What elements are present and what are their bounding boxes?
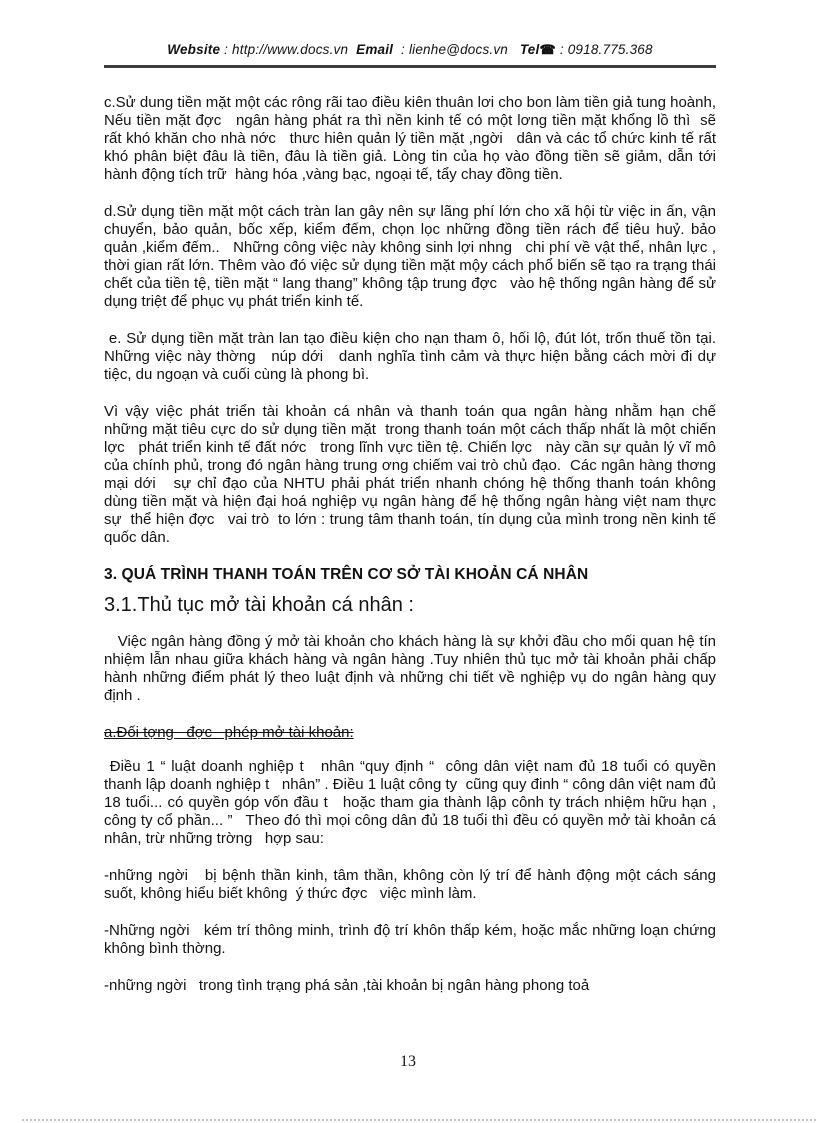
paragraph-c: c.Sử dung tiền mặt một các rông rãi tao điều kiên thuân lơi cho bon làm tiền giả tung hoành, Nếu tiền mặt đợc ngân hàng phát ra thì nền kinh tế có một lơng tiền mặt khổng lồ thì sẽ rất khó khăn cho nhà nớc thưc hiên quản lý tiền mặt ,ngời dân và các tổ chức kinh tế rất khó phân biệt đâu là tiền, đâu là tiền giả. Lòng tin của họ vào đồng tiền sẽ giảm, dẫn tới hành động tích trữ hàng hóa ,vàng bạc, ngoại tế, tẩy chay đồng tiền.: [104, 94, 721, 183]
page-number: 13: [400, 1053, 416, 1070]
item-a-struck-text: a.Đối tợng đợc phép mở tài khoản:: [104, 724, 354, 741]
page-edge-dotted-line: [22, 1119, 816, 1121]
header-tel-value: : 0918.775.368: [555, 42, 653, 57]
header-website-value: : http://www.docs.vn: [220, 42, 357, 57]
section-heading-3-1: 3.1.Thủ tục mở tài khoản cá nhân :: [104, 594, 414, 616]
header-tel-label: Tel: [519, 42, 540, 57]
header-website-label: Website: [167, 42, 221, 57]
paragraph-dieu-1: Điều 1 “ luật doanh nghiệp t nhân “quy định “ công dân việt nam đủ 18 tuổi có quyền thanh lập doanh nghiệp t nhân” . Điều 1 luật công ty cũng quy đinh “ công dân việt nam đủ 18 tuổi... có quyền góp vốn đầu t hoặc tham gia thành lập cônh ty trách nhiệm hữu hạn , công ty cổ phần... ” Theo đó thì mọi công dân đủ 18 tuổi thì đều có quyền mở tài khoản cá nhân, trừ những trờng hợp sau:: [104, 758, 721, 847]
phone-icon: ☎: [539, 42, 556, 57]
section-heading-3: 3. QUÁ TRÌNH THANH TOÁN TRÊN CƠ SỞ TÀI KHOẢN CÁ NHÂN: [104, 566, 589, 583]
item-a-heading: [104, 724, 716, 742]
paragraph-d: d.Sử dụng tiền mặt một cách tràn lan gây nên sự lãng phí lớn cho xã hội từ việc in ấn, vận chuyển, bảo quản, bốc xếp, kiểm đếm, chọn lọc những đồng tiền rách để tiêu huỷ. bảo quản ,kiểm đếm.. Những công việc này không sinh lợi nhng chi phí về vật thể, nhân lực , thời gian rất lớn. Thêm vào đó việc sử dụng tiền mặt mộy cách phổ biến sẽ tạo ra trạng thái chết của tiền tệ, tiền mặt “ lang thang” không tập trung đợc vào hệ thống ngân hàng để sử dụng triệt để phục vụ phát triển kinh tế.: [104, 203, 721, 310]
paragraph-viec-ngan-hang: Việc ngân hàng đồng ý mở tài khoản cho khách hàng là sự khởi đầu cho mối quan hệ tín nhiệm lẫn nhau giữa khách hàng và ngân hàng .Tuy nhiên thủ tục mở tài khoản phải chấp hành những điểm phát lý theo luật định và những chi tiết về nghiệp vụ do ngân hàng quy định .: [104, 633, 721, 704]
header-email-label: Email: [356, 42, 394, 57]
paragraph-e: e. Sử dụng tiền mặt tràn lan tạo điều kiện cho nạn tham ô, hối lộ, đút lót, trốn thuế tồn tại. Những việc này thờng núp dới danh nghĩa tình cảm và thực hiện bằng cách mời đi dự tiệc, du ngoạn và cuối cùng là phong bì.: [104, 330, 721, 383]
bullet-item-3: -những ngời trong tình trạng phá sản ,tài khoản bị ngân hàng phong toả: [104, 977, 590, 994]
page-header: [104, 42, 716, 68]
bullet-item-1: -những ngời bị bệnh thần kinh, tâm thần, không còn lý trí để hành động một cách sáng suốt, không hiểu biết không ý thức đợc việc mình làm.: [104, 867, 721, 902]
header-email-value: : lienhe@docs.vn: [393, 42, 520, 57]
paragraph-vi-vay: Vì vậy việc phát triển tài khoản cá nhân và thanh toán qua ngân hàng nhằm hạn chế những mặt tiêu cực do sử dụng tiền mặt trong thanh toán một cách thấp nhất là một chiến lợc phát triển kinh tế đất nớc trong lĩnh vực tiền tệ. Chiến lợc này cần sự quản lý vĩ mô của chính phủ, trong đó ngân hàng trung ơng chiếm vai trò chủ đạo. Các ngân hàng thơng mại dới sự chỉ đạo của NHTU phải phát triển nhanh chóng hệ thống thanh toán không dùng tiền mặt và hiện đại hoá nghiệp vụ ngân hàng để hệ thống ngân hàng việt nam thực sự thể hiện đợc vai trò to lớn : trung tâm thanh toán, tín dụng của mình trong nền kinh tế quốc dân.: [104, 403, 729, 546]
bullet-item-2: -Những ngời kém trí thông minh, trình độ trí khôn thấp kém, hoặc mắc những loạn chứng không bình thờng.: [104, 922, 721, 957]
